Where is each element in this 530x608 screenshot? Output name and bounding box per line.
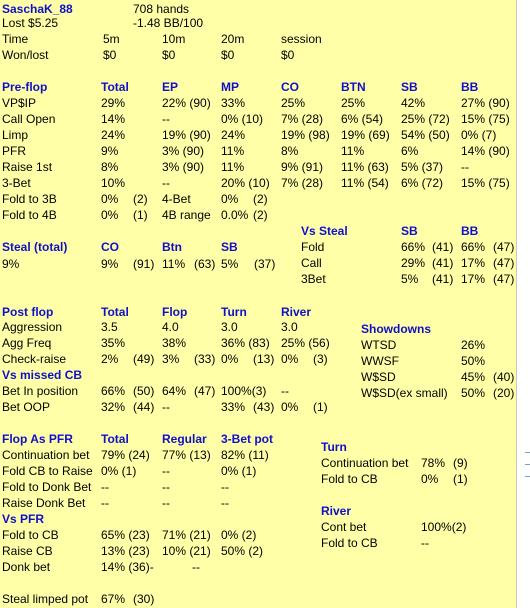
wsd-value: 45%: [461, 370, 486, 384]
floppfr-title: Flop As PFR: [2, 432, 73, 446]
limp-mp: 24%: [221, 128, 246, 142]
callopen-btn: 6% (54): [341, 112, 384, 126]
pfr-bb: 14% (90): [461, 144, 510, 158]
cbet-label: Continuation bet: [2, 448, 90, 462]
bet-ip-total: 66%: [101, 384, 126, 398]
postflop-col-total: Total: [101, 305, 129, 319]
lost-amount: Lost $5.25: [2, 16, 59, 30]
vspfr-title: Vs PFR: [2, 512, 45, 526]
time-session: session: [281, 32, 322, 46]
fold-donk-3betpot: --: [221, 480, 229, 494]
steal-limped-label: Steal limped pot: [2, 592, 89, 606]
player-name: SaschaK_88: [2, 2, 73, 16]
fold-donk-total: --: [101, 480, 109, 494]
bet-ip-flop: 64%: [162, 384, 187, 398]
fourbet-label: 4-Bet: [162, 192, 191, 206]
vssteal-3bet-label: 3Bet: [301, 272, 326, 286]
col-co: CO: [281, 80, 299, 94]
cbet-regular: 77% (13): [162, 448, 211, 462]
callopen-co: 7% (28): [281, 112, 324, 126]
limp-co: 19% (98): [281, 128, 330, 142]
raise-donk-total: --: [101, 496, 109, 510]
checkraise-flop-count: (33): [194, 352, 216, 366]
steal-co: 9%: [101, 257, 119, 271]
vspfr-raisecb-3betpot: 50% (2): [221, 544, 264, 558]
vssteal-fold-sb-count: (41): [432, 240, 454, 254]
vpip-label: VP$IP: [2, 96, 37, 110]
wsd-ex-small-label: W$SD(ex small): [361, 386, 448, 400]
limp-label: Limp: [2, 128, 29, 142]
steal-limped-count: (30): [133, 592, 155, 606]
wtsd-label: WTSD: [361, 338, 397, 352]
checkraise-flop: 3%: [162, 352, 180, 366]
threebet-total: 10%: [101, 176, 126, 190]
wsd-count: (40): [493, 370, 515, 384]
raise-donk-regular: --: [162, 496, 170, 510]
checkraise-label: Check-raise: [2, 352, 67, 366]
pfr-ep: 3% (90): [162, 144, 205, 158]
fold4b-count: (1): [133, 208, 148, 222]
steal-btn: 11%: [162, 257, 186, 271]
threebet-bb: 15% (75): [461, 176, 510, 190]
raise-donk-3betpot: --: [221, 496, 229, 510]
callopen-mp: 0% (10): [221, 112, 264, 126]
col-btn: BTN: [341, 80, 366, 94]
raise-donk-label: Raise Donk Bet: [2, 496, 86, 510]
turn-foldcb-value: 0%: [421, 472, 439, 486]
pfr-btn: 11%: [341, 144, 365, 158]
vpip-bb: 27% (90): [461, 96, 510, 110]
pfr-co: 8%: [281, 144, 299, 158]
steal-col-sb: SB: [221, 240, 238, 254]
floppfr-col-regular: Regular: [162, 432, 207, 446]
vpip-sb: 42%: [401, 96, 426, 110]
callopen-total: 14%: [101, 112, 126, 126]
edge-tick: [525, 464, 530, 465]
fourbet-range-label: 4B range: [162, 208, 211, 222]
bb-per-100: -1.48 BB/100: [133, 16, 204, 30]
threebet-mp: 20% (10): [221, 176, 270, 190]
postflop-title: Post flop: [2, 305, 54, 319]
aggression-turn: 3.0: [221, 320, 238, 334]
steal-btn-count: (63): [194, 257, 216, 271]
checkraise-river-count: (3): [313, 352, 328, 366]
donkbet-total: 14% (36)-: [101, 560, 154, 574]
raise1st-btn: 11% (63): [341, 160, 389, 174]
wwsf-value: 50%: [461, 354, 486, 368]
vssteal-call-sb: 29%: [401, 256, 426, 270]
raise1st-sb: 5% (37): [401, 160, 444, 174]
aggression-label: Aggression: [2, 320, 63, 334]
postflop-col-river: River: [281, 305, 312, 319]
turn-cbet-value: 78%: [421, 456, 446, 470]
wtsd-value: 26%: [461, 338, 486, 352]
col-sb: SB: [401, 80, 418, 94]
vssteal-col-bb: BB: [461, 224, 479, 238]
steal-co-count: (91): [133, 257, 155, 271]
vssteal-call-label: Call: [301, 256, 322, 270]
bet-oop-turn: 33%: [221, 400, 246, 414]
raise1st-total: 8%: [101, 160, 119, 174]
turn-title: Turn: [321, 440, 347, 454]
river-title: River: [321, 504, 352, 518]
vssteal-call-bb-count: (47): [493, 256, 515, 270]
checkraise-river: 0%: [281, 352, 299, 366]
threebet-label: 3-Bet: [2, 176, 31, 190]
col-mp: MP: [221, 80, 239, 94]
vssteal-call-sb-count: (41): [432, 256, 454, 270]
foldcb-raise-label: Fold CB to Raise: [2, 464, 93, 478]
wonlost-label: Won/lost: [2, 48, 49, 62]
vspfr-foldcb-label: Fold to CB: [2, 528, 59, 542]
threebet-ep: --: [162, 176, 170, 190]
postflop-col-flop: Flop: [162, 305, 188, 319]
bet-oop-river: 0%: [281, 400, 299, 414]
preflop-title: Pre-flop: [2, 80, 48, 94]
wsd-ex-small-value: 50%: [461, 386, 486, 400]
raise1st-co: 9% (91): [281, 160, 324, 174]
foldcb-raise-regular: --: [162, 464, 170, 478]
turn-foldcb-label: Fold to CB: [321, 472, 378, 486]
vssteal-3bet-bb-count: (47): [493, 272, 515, 286]
aggfreq-label: Agg Freq: [2, 336, 52, 350]
steal-total: 9%: [2, 257, 20, 271]
raise1st-label: Raise 1st: [2, 160, 53, 174]
callopen-ep: --: [162, 112, 170, 126]
raise1st-ep: 3% (90): [162, 160, 205, 174]
vssteal-col-sb: SB: [401, 224, 418, 238]
vssteal-3bet-sb-count: (41): [432, 272, 454, 286]
vssteal-fold-bb-count: (47): [493, 240, 515, 254]
col-bb: BB: [461, 80, 479, 94]
bet-ip-river: --: [281, 384, 289, 398]
threebet-btn: 11% (54): [341, 176, 389, 190]
wsd-label: W$SD: [361, 370, 396, 384]
bet-ip-turn: 100%(3): [221, 384, 267, 398]
time-label: Time: [2, 32, 29, 46]
turn-cbet-count: (9): [453, 456, 468, 470]
vssteal-fold-sb: 66%: [401, 240, 426, 254]
river-cbet-label: Cont bet: [321, 520, 367, 534]
aggression-total: 3.5: [101, 320, 118, 334]
foldcb-raise-3betpot: 0% (1): [221, 464, 257, 478]
foldcb-raise-total: 0% (1): [101, 464, 137, 478]
fourbet-count: (2): [253, 192, 268, 206]
time-5m: 5m: [103, 32, 120, 46]
aggfreq-turn: 36% (83): [221, 336, 270, 350]
pfr-sb: 6%: [401, 144, 419, 158]
bet-ip-total-count: (50): [133, 384, 155, 398]
vssteal-title: Vs Steal: [301, 224, 348, 238]
vsmissed-title: Vs missed CB: [2, 368, 83, 382]
turn-foldcb-count: (1): [453, 472, 468, 486]
river-foldcb-value: --: [421, 536, 429, 550]
fold4b-value: 0%: [101, 208, 119, 222]
vssteal-3bet-sb: 5%: [401, 272, 419, 286]
vspfr-raisecb-label: Raise CB: [2, 544, 53, 558]
edge-tick: [525, 452, 530, 453]
checkraise-turn-count: (13): [253, 352, 275, 366]
wonlost-10m: $0: [162, 48, 176, 62]
bet-oop-total-count: (44): [133, 400, 155, 414]
vpip-co: 25%: [281, 96, 306, 110]
cbet-3betpot: 82% (11): [221, 448, 269, 462]
fourbet-range-count: (2): [253, 208, 268, 222]
vssteal-fold-bb: 66%: [461, 240, 486, 254]
vpip-btn: 25%: [341, 96, 366, 110]
limp-bb: 0% (7): [461, 128, 497, 142]
vssteal-call-bb: 17%: [461, 256, 486, 270]
wonlost-session: $0: [281, 48, 295, 62]
bet-oop-label: Bet OOP: [2, 400, 51, 414]
aggression-flop: 4.0: [162, 320, 179, 334]
vspfr-raisecb-regular: 10% (21): [162, 544, 211, 558]
river-cbet-value: 100%(2): [421, 520, 467, 534]
pfr-total: 9%: [101, 144, 119, 158]
fold3b-label: Fold to 3B: [2, 192, 57, 206]
time-20m: 20m: [221, 32, 245, 46]
limp-btn: 19% (69): [341, 128, 390, 142]
wwsf-label: WWSF: [361, 354, 399, 368]
fold4b-label: Fold to 4B: [2, 208, 57, 222]
aggression-river: 3.0: [281, 320, 298, 334]
pfr-label: PFR: [2, 144, 26, 158]
raise1st-bb: --: [461, 160, 469, 174]
donkbet-regular: --: [192, 560, 200, 574]
pfr-mp: 11%: [221, 144, 245, 158]
bet-ip-label: Bet In position: [2, 384, 79, 398]
window-edge: [516, 0, 530, 608]
aggfreq-river: 25% (56): [281, 336, 330, 350]
checkraise-total: 2%: [101, 352, 119, 366]
river-foldcb-label: Fold to CB: [321, 536, 378, 550]
fourbet-range-value: 0.0%: [221, 208, 249, 222]
callopen-bb: 15% (75): [461, 112, 510, 126]
time-10m: 10m: [162, 32, 186, 46]
bet-oop-turn-count: (43): [253, 400, 275, 414]
raise1st-mp: 11%: [221, 160, 245, 174]
steal-col-co: CO: [101, 240, 119, 254]
vspfr-foldcb-total: 65% (23): [101, 528, 150, 542]
steal-col-btn: Btn: [162, 240, 182, 254]
vpip-mp: 33%: [221, 96, 246, 110]
limp-sb: 54% (50): [401, 128, 450, 142]
fold3b-value: 0%: [101, 192, 119, 206]
threebet-co: 7% (28): [281, 176, 324, 190]
threebet-sb: 6% (72): [401, 176, 444, 190]
vspfr-foldcb-regular: 71% (21): [162, 528, 211, 542]
turn-cbet-label: Continuation bet: [321, 456, 409, 470]
donkbet-label: Donk bet: [2, 560, 51, 574]
vspfr-foldcb-3betpot: 0% (2): [221, 528, 257, 542]
checkraise-turn: 0%: [221, 352, 239, 366]
vssteal-fold-label: Fold: [301, 240, 325, 254]
bet-oop-flop: --: [162, 400, 170, 414]
vspfr-raisecb-total: 13% (23): [101, 544, 150, 558]
vssteal-3bet-bb: 17%: [461, 272, 486, 286]
vpip-total: 29%: [101, 96, 126, 110]
callopen-label: Call Open: [2, 112, 56, 126]
floppfr-col-3betpot: 3-Bet pot: [221, 432, 273, 446]
floppfr-col-total: Total: [101, 432, 129, 446]
steal-sb-count: (37): [254, 257, 276, 271]
fold-donk-label: Fold to Donk Bet: [2, 480, 92, 494]
aggfreq-flop: 38%: [162, 336, 187, 350]
callopen-sb: 25% (72): [401, 112, 450, 126]
col-ep: EP: [162, 80, 179, 94]
edge-tick: [525, 476, 530, 477]
limp-total: 24%: [101, 128, 126, 142]
aggfreq-total: 35%: [101, 336, 126, 350]
fold-donk-regular: --: [162, 480, 170, 494]
steal-limped-value: 67%: [101, 592, 126, 606]
bet-oop-river-count: (1): [313, 400, 328, 414]
cbet-total: 79% (24): [101, 448, 150, 462]
bet-oop-total: 32%: [101, 400, 126, 414]
hands-count: 708 hands: [133, 2, 190, 16]
steal-sb: 5%: [221, 257, 239, 271]
fourbet-value: 0%: [221, 192, 239, 206]
checkraise-total-count: (49): [133, 352, 155, 366]
steal-title: Steal (total): [2, 240, 68, 254]
wonlost-5m: $0: [103, 48, 117, 62]
col-total: Total: [101, 80, 129, 94]
bet-ip-flop-count: (47): [194, 384, 216, 398]
postflop-col-turn: Turn: [221, 305, 247, 319]
fold3b-count: (2): [133, 192, 148, 206]
vpip-ep: 22% (90): [162, 96, 211, 110]
wsd-ex-small-count: (20): [493, 386, 515, 400]
showdowns-title: Showdowns: [361, 322, 431, 336]
wonlost-20m: $0: [221, 48, 235, 62]
limp-ep: 19% (90): [162, 128, 211, 142]
